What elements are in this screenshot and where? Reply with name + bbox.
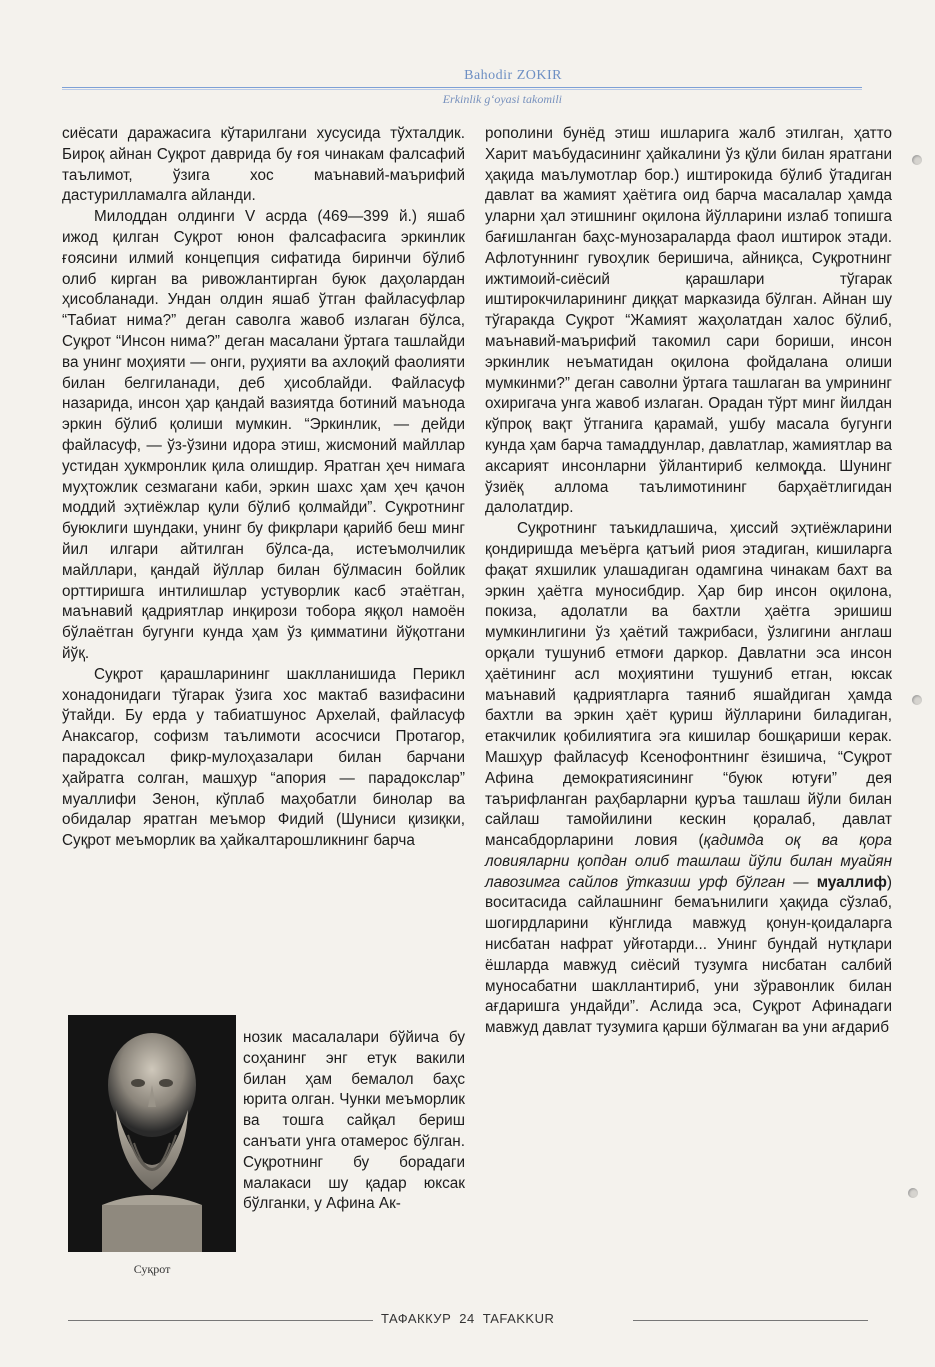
author-note-label: муаллиф — [816, 873, 887, 891]
author-name: Bahodir ZOKIR — [464, 68, 562, 83]
paragraph: нозик масалалари бўйича бу соҳанинг энг етук вакили билан ҳам бемалол баҳс юрита олган. Чунки меъморлик ва тошга сайқал бериш санъати унга отамерос бўлган. Суқротнинг бу борадаги малакаси шу қадар юксак бўлганки, у Афина Ак- — [243, 1029, 465, 1213]
paragraph-with-note — [485, 519, 892, 1039]
paragraph-text-continued: ) воситасида сайлашнинг бемаънилиги ҳақида сўзлаб, шогирдларини кўнглида мавжуд қонун-қоидаларга нисбатан нафрат уйғотарди... Унинг бундай нутқлари ёшларда мавжуд сиёсий тузумга нисбатан салбий муносабатни шакллантириб, уни зўравонлик билан ағдаришга ундайди”. Аслида эса, Суқрот Афинадаги мавжуд давлат тузумига қарши бўлмаган ва уни ағдариб — [485, 873, 892, 1037]
paragraph: Милоддан олдинги V асрда (469—399 й.) яшаб ижод қилган Суқрот юнон фалсафасига эркинлик ғоясини илмий концепция сифатида биринчи бўлиб олиб кирган ва ривожлантирган буюк даҳолардан ҳисобланади. Ундан олдин яшаб ўтган файласуфлар “Табиат нима?” деган саволга жавоб излаган бўлса, Суқрот “Инсон нима?” деган масалани ўртага ташлайди ва унинг моҳияти — онги, руҳияти ва ахлоқий фаолияти билан белгиланади, деб ҳисоблайди. Файласуф назарида, инсон ҳар қандай вазиятда ботиний маънода эркин бўлиб қолиши мумкин. “Эркинлик, — дейди файласуф, — ўз-ўзини идора этиш, жисмоний майллар устидан ҳукмронлик қила олишдир. Яратган ҳеч нимага муҳтожлик сезмагани каби, эркин шахс ҳам ҳеч қачон моддий эҳтиёжлар қули бўлиб қолмайди”. Суқротнинг буюклиги шундаки, унинг бу фикрлари қарийб беш минг йил илгари айтилган бўлса-да, истеъмолчилик майллари, қандай йўллар билан бўлмасин бойлик орттиришга интилишлар устуворлик касб этаётган, маънавий қадриятлар инқирози тобора яққол намоён бўлаётган бугунги кунда ҳам ўз қимматини йўқотгани йўқ. — [62, 208, 465, 662]
paragraph: сиёсати даражасига кўтарилгани хусусида тўхталдик. Бироқ айнан Суқрот даврида бу ғоя чинакам фалсафий таълимот, ўзига хос маънавий-маърифий дастурилламалга айланди. — [62, 125, 465, 205]
magazine-name-latin: TAFAKKUR — [482, 1311, 555, 1326]
paragraph-text: Суқротнинг таъкидлашича, ҳиссий эҳтиёжларини қондиришда меъёрга қатъий риоя этадиган, кишиларга фақат яхшилик улашадиган одамгина чинакам бахт ва эркин ҳаётга муносибдир. Ҳар бир инсон оқилона, покиза, адолатли ва бахтли ҳаётга эришиш мумкинлигини ўз ҳаётий тажрибаси, ўзлигини англаш орқали тушуниб етмоғи даркор. Давлатни эса инсон ҳаётининг асл моҳиятини тушуниб етган, юксак маънавий қадриятларга таяниб яшайдиган ҳамда бахтли ва эркин ҳаёт қуриш йўлларини биладиган, етакчилик қобилиятига эга кишилар бошқариши керак. Машҳур файласуф Ксенофонтнинг ёзишича, “Суқрот Афина демократиясининг “буюк ютуғи” дея таърифланган раҳбарларни қуръа ташлаш йўли билан сайлаш тамойилини кескин қоралаб, давлат мансабдорларини ловия ( — [485, 520, 892, 850]
footer-rule-left — [68, 1320, 373, 1321]
wrapped-paragraph — [243, 1028, 465, 1215]
photo-caption: Суқрот — [133, 1262, 171, 1276]
left-column — [62, 124, 465, 852]
footer-rule-right — [633, 1320, 868, 1321]
magazine-name-cyrillic: ТАФАККУР — [381, 1311, 452, 1326]
binder-hole — [912, 155, 922, 165]
page-number: 24 — [459, 1311, 475, 1326]
binder-hole — [908, 1188, 918, 1198]
paragraph: рополини бунёд этиш ишларига жалб этилган, ҳатто Харит маъбудасининг ҳайкалини ўз қўли билан яратгани ҳақида маълумотлар бор.) иштирокида бўлиб ўтадиган давлат ва жамият ҳаётига оид барча масалалар ҳамда уларни ҳал этишнинг оқилона йўлларини излаб топишга бағишланган баҳс-мунозараларда фаол иштирок этади. Афлотуннинг гувоҳлик беришича, айниқса, Суқротнинг ижтимоий-сиёсий қарашлари тўгарак иштирокчиларининг диққат марказида бўлган. Айнан шу тўгаракда Суқрот “Жамият жаҳолатдан халос бўлиб, маънавий-маърифий такомил сари бориши, инсон эркинлик неъматидан оқилона фойдалана олиши мумкинми?” деган саволни ўртага ташлаган ва умрининг охиригача унга жавоб излаган. Орадан тўрт минг йилдан кўпроқ вақт ўтганига қарамай, ушбу масала бугунги кунда ҳам барча тамаддунлар, давлатлар, жамиятлар ва аксарият инсонларни ўйлантириб келмоқда. Шунинг ўзиёқ аллома таълимотининг барҳаётлигидан далолатдир. — [485, 125, 892, 517]
socrates-bust-photo — [68, 1015, 236, 1252]
page-footer — [68, 1310, 868, 1330]
page-header — [62, 68, 862, 113]
bust-image — [68, 1015, 236, 1252]
binder-hole — [912, 695, 922, 705]
header-rule — [62, 87, 862, 88]
right-column — [485, 124, 892, 1039]
footer-text — [381, 1311, 562, 1326]
author-note: қадимда оқ ва қора ловияларни қопдан олиб ташлаш йўли билан муайян лавозимга сайлов ўтказиш урф бўлган — — [485, 832, 892, 891]
paragraph: Суқрот қарашларининг шаклланишида Перикл хонадонидаги тўгарак ўзига хос мактаб вазифасини ўтайди. Бу ерда у табиатшунос Архелай, файласуф Анаксагор, софизм таълимоти асосчиси Протагор, парадоксал фикр-мулоҳазалари билан барчани ҳайратга солган, машҳур “апория — парадокслар” муаллифи Зенон, кўплаб маҳобатли бинолар ва обидалар яратган меъмор Фидий (Шуниси қизиқки, Суқрот меъморлик ва ҳайкалтарошликнинг барча — [62, 665, 465, 850]
article-series-title: Erkinlik g‘oyasi takomili — [442, 92, 562, 106]
header-rule-thin — [62, 89, 862, 90]
